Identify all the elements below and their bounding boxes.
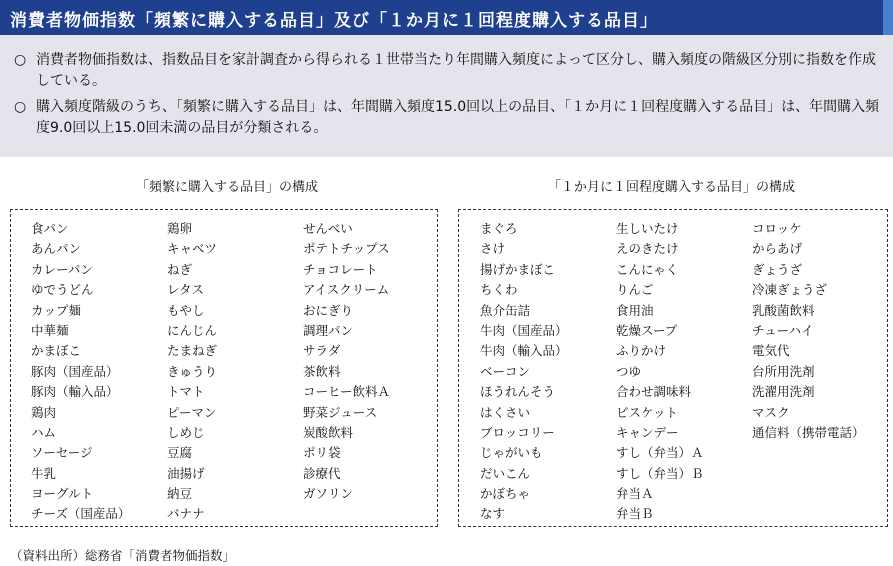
list-item: アイスクリーム (303, 282, 390, 298)
list-item: さけ (480, 241, 506, 257)
list-item: チョコレート (303, 261, 378, 277)
list-item: 魚介缶詰 (480, 302, 531, 318)
list-item: コロッケ (752, 221, 802, 236)
list-item: 野菜ジュース (303, 404, 378, 420)
list-item: かぼちゃ (480, 486, 531, 502)
list-item: 中華麺 (31, 322, 69, 338)
list-item: 炭酸飲料 (303, 424, 354, 440)
list-item: 豆腐 (167, 445, 193, 461)
item-column (303, 219, 390, 504)
list-item: 通信料（携帯電話） (752, 424, 865, 440)
list-item: 納豆 (167, 486, 193, 502)
list-item: ゆでうどん (31, 282, 94, 298)
list-item: ポテトチップス (303, 241, 390, 257)
title-bar (0, 0, 893, 35)
list-item: ポリ袋 (303, 445, 341, 461)
title-accent (883, 0, 893, 35)
list-item: ちくわ (480, 282, 518, 298)
list-item: せんべい (303, 221, 353, 236)
frequent-items-box (10, 209, 438, 527)
list-item: ぎょうざ (752, 261, 803, 277)
list-item: コーヒー飲料Ａ (303, 384, 391, 400)
list-item: 鶏肉 (31, 404, 57, 420)
list-item: 洗濯用洗剤 (752, 384, 815, 400)
list-item: 電気代 (752, 343, 790, 359)
monthly-items-box (458, 209, 888, 527)
item-column (167, 219, 217, 525)
list-item: はくさい (480, 404, 531, 420)
list-item: ガソリン (303, 486, 354, 502)
list-item: なす (480, 506, 506, 522)
list-item: ビスケット (616, 404, 678, 420)
list-item: 牛肉（国産品） (480, 322, 568, 338)
list-item: トマト (167, 384, 205, 400)
list-item: 牛肉（輸入品） (480, 343, 568, 359)
list-item: にんじん (167, 322, 218, 338)
list-item: 弁当Ｂ (616, 506, 654, 522)
list-item: 診療代 (303, 465, 341, 481)
list-item: もやし (167, 302, 205, 318)
list-item: キャンデー (616, 424, 679, 440)
list-item: ソーセージ (31, 445, 93, 461)
bullet-circle-icon: ○ (14, 52, 27, 68)
list-item: すし（弁当）Ｂ (616, 465, 704, 481)
list-item: ブロッコリー (480, 424, 555, 440)
list-item: ヨーグルト (31, 486, 94, 502)
list-item: サラダ (303, 343, 341, 359)
item-column (31, 219, 130, 525)
list-item: きゅうり (167, 363, 218, 379)
list-item: あんパン (31, 241, 82, 257)
list-item: だいこん (480, 465, 531, 481)
list-item: 豚肉（輸入品） (31, 384, 119, 400)
list-item: キャベツ (167, 241, 218, 257)
list-item: 油揚げ (167, 465, 205, 481)
monthly-heading: 「１か月に１回程度購入する品目」の構成 (548, 180, 796, 195)
list-item: ハム (31, 424, 57, 440)
item-column (616, 219, 704, 525)
list-item: ふりかけ (616, 343, 667, 359)
list-item: カレーパン (31, 261, 93, 277)
list-item: 食用油 (616, 302, 654, 318)
list-item: りんご (616, 282, 654, 298)
item-column (752, 219, 865, 443)
summary-bullet (14, 97, 884, 139)
list-item: チーズ（国産品） (31, 506, 131, 522)
list-item: チューハイ (752, 322, 814, 338)
list-item: 食パン (31, 221, 69, 236)
list-item: 揚げかまぼこ (480, 261, 556, 277)
list-item: おにぎり (303, 302, 354, 318)
list-item: ねぎ (167, 261, 193, 277)
list-item: 生しいたけ (616, 221, 679, 236)
list-item: マスク (752, 404, 790, 420)
item-column (480, 219, 568, 525)
bullet-circle-icon: ○ (14, 99, 27, 115)
frequent-heading: 「頻繁に購入する品目」の構成 (136, 180, 319, 195)
summary-panel (0, 35, 893, 157)
list-item: ベーコン (480, 363, 531, 379)
source-note: （資料出所）総務省「消費者物価指数」 (10, 548, 236, 563)
list-item: 乾燥スープ (616, 322, 678, 338)
list-item: じゃがいも (480, 445, 543, 461)
list-item: 牛乳 (31, 465, 57, 481)
list-item: 乳酸菌飲料 (752, 302, 815, 318)
list-item: 豚肉（国産品） (31, 363, 119, 379)
list-item: ピーマン (167, 404, 217, 420)
list-item: たまねぎ (167, 343, 218, 359)
list-item: 茶飲料 (303, 363, 341, 379)
list-item: ほうれんそう (480, 384, 556, 400)
list-item: 冷凍ぎょうざ (752, 282, 828, 298)
list-item: 鶏卵 (167, 221, 193, 236)
list-item: しめじ (167, 424, 205, 440)
list-item: 調理パン (303, 322, 354, 338)
bullet-text: 消費者物価指数は、指数品目を家計調査から得られる１世帯当たり年間購入頻度によって区分し、購入頻度の階級区分別に指数を作成している。 (36, 52, 876, 89)
list-item: まぐろ (480, 221, 518, 236)
bullet-text: 購入頻度階級のうち、「頻繁に購入する品目」は、年間購入頻度15.0回以上の品目、「１か月に１回程度購入する品目」は、年間購入頻度9.0回以上15.0回未満の品目が分類される。 (36, 99, 880, 136)
list-item: つゆ (616, 363, 642, 379)
list-item: バナナ (167, 506, 205, 522)
list-item: 台所用洗剤 (752, 363, 815, 379)
page-title: 消費者物価指数「頻繁に購入する品目」及び「１か月に１回程度購入する品目」 (10, 11, 658, 31)
list-item: かまぼこ (31, 343, 82, 359)
summary-bullet (14, 50, 884, 92)
list-item: レタス (167, 282, 205, 298)
list-item: 合わせ調味料 (616, 384, 692, 400)
list-item: こんにゃく (616, 261, 679, 277)
list-item: えのきたけ (616, 241, 679, 257)
list-item: からあげ (752, 241, 803, 257)
list-item: カップ麺 (31, 302, 81, 318)
list-item: 弁当Ａ (616, 486, 654, 502)
list-item: すし（弁当）Ａ (616, 445, 704, 461)
